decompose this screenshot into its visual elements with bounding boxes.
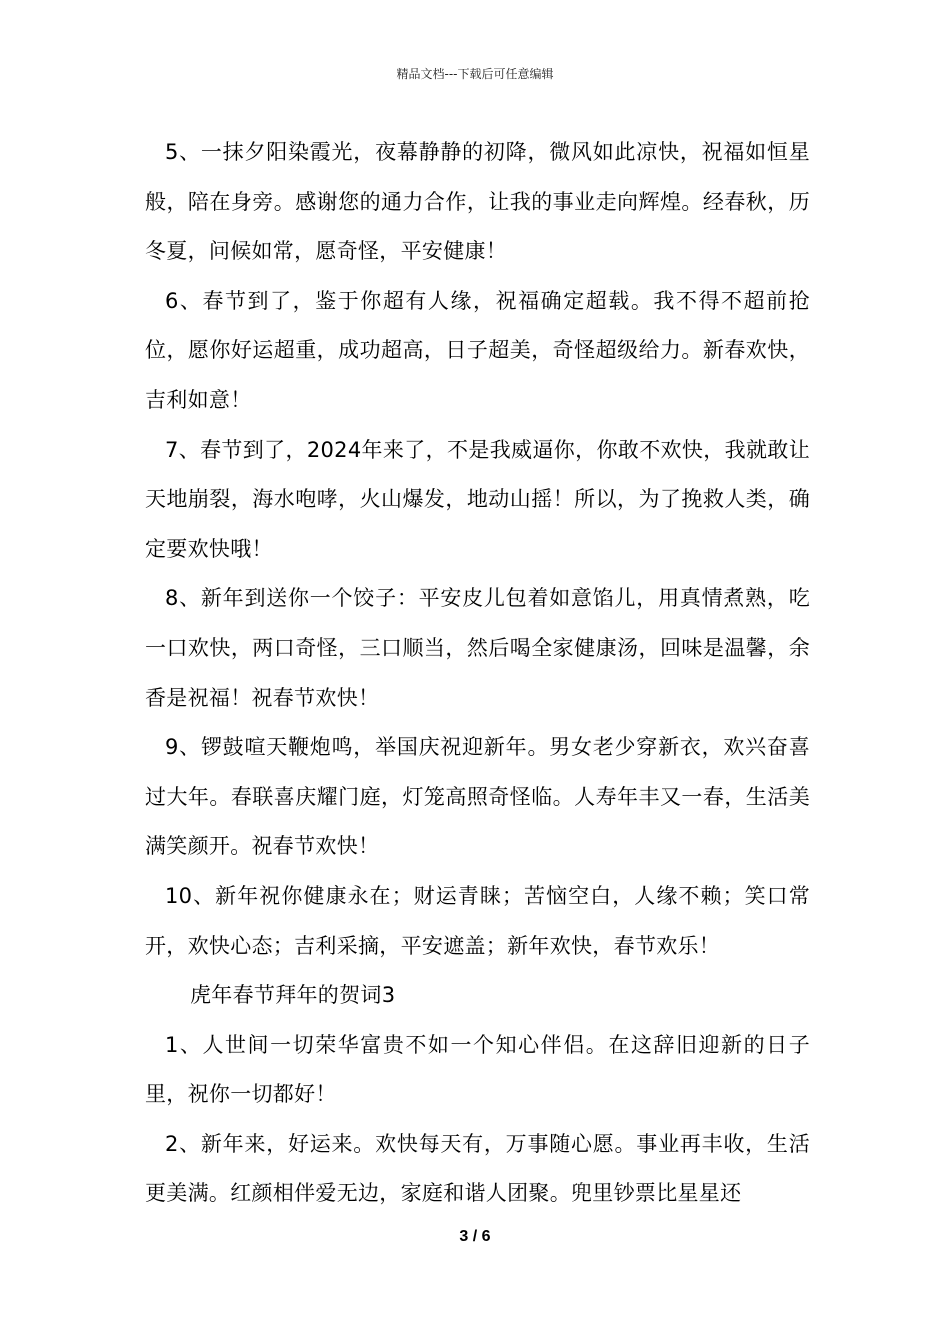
page-number: 3 / 6 (459, 1228, 491, 1245)
paragraph: 2、新年来，好运来。欢快每天有，万事随心愿。事业再丰收，生活更美满。红颜相伴爱无边，家庭和谐人团聚。兜里钞票比星星还 (145, 1131, 810, 1206)
paragraph: 7、春节到了，2024年来了，不是我威逼你，你敢不欢快，我就敢让天地崩裂，海水咆哮，火山爆发，地动山摇！所以，为了挽救人类，确定要欢快哦！ (145, 437, 810, 561)
page-header: 精品文档---下载后可任意编辑 (396, 67, 554, 81)
section-heading: 虎年春节拜年的贺词3 (190, 983, 396, 1008)
paragraph: 9、锣鼓喧天鞭炮鸣，举国庆祝迎新年。男女老少穿新衣，欢兴奋喜过大年。春联喜庆耀门庭，灯笼高照奇怪临。人寿年丰又一春，生活美满笑颜开。祝春节欢快！ (145, 735, 810, 859)
paragraph: 6、春节到了，鉴于你超有人缘，祝福确定超载。我不得不超前抢位，愿你好运超重，成功超高，日子超美，奇怪超级给力。新春欢快，吉利如意！ (145, 288, 810, 412)
paragraph: 5、一抹夕阳染霞光，夜幕静静的初降，微风如此凉快，祝福如恒星般，陪在身旁。感谢您的通力合作，让我的事业走向辉煌。经春秋，历冬夏，问候如常，愿奇怪，平安健康！ (145, 140, 810, 264)
paragraph: 8、新年到送你一个饺子：平安皮儿包着如意馅儿，用真情煮熟，吃一口欢快，两口奇怪，三口顺当，然后喝全家健康汤，回味是温馨，余香是祝福！祝春节欢快！ (145, 586, 810, 710)
paragraph: 10、新年祝你健康永在；财运青睐；苦恼空白，人缘不赖；笑口常开，欢快心态；吉利采摘，平安遮盖；新年欢快，春节欢乐！ (145, 883, 810, 958)
paragraph: 1、人世间一切荣华富贵不如一个知心伴侣。在这辞旧迎新的日子里，祝你一切都好！ (145, 1032, 810, 1107)
document-body (145, 128, 810, 1219)
